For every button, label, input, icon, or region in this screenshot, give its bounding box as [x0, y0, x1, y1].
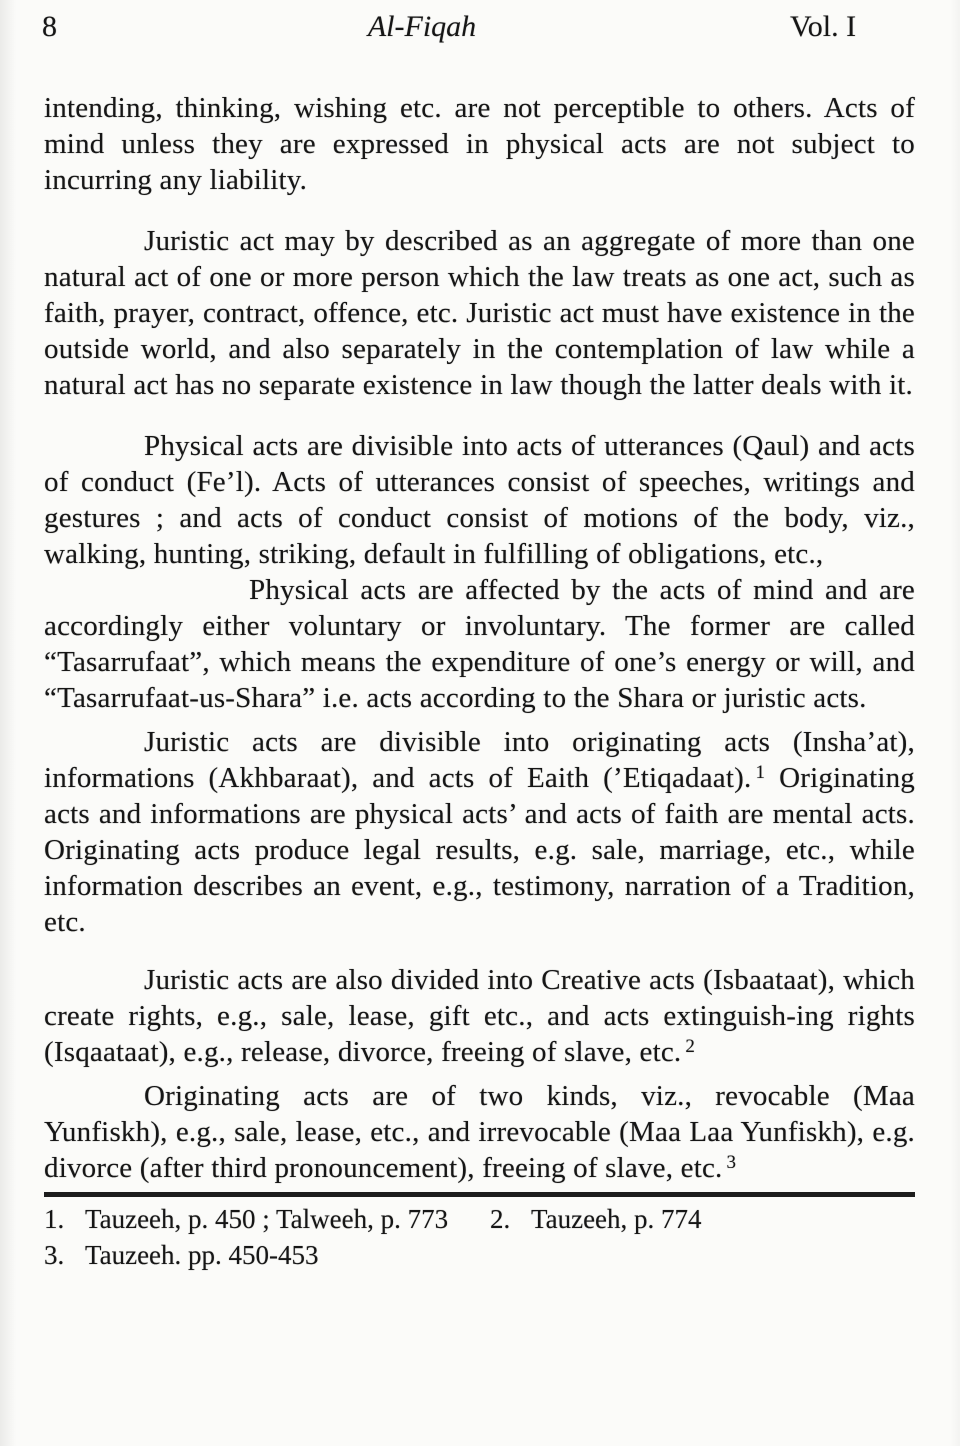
footnote-row [44, 1237, 915, 1273]
running-header [0, 0, 960, 54]
paragraph [44, 223, 915, 403]
footnotes [0, 1197, 960, 1273]
paragraph-text: Juristic act may by described as an aggregate of more than one natural act of one or more person which the law treats as one act, such as faith, prayer, contract, offence, etc. Juristic act must have existence in the outside world, and also separately in the contemplation of law while a natural act has no separate existence in law though the latter deals with it. [44, 225, 915, 401]
paragraph [44, 962, 915, 1070]
footnote-reference: 2 [685, 1036, 696, 1057]
footnote-reference: 3 [726, 1152, 737, 1173]
paragraph-text: Originating acts are of two kinds, viz., revocable (Maa Yunfiskh), e.g., sale, lease, etc., and irrevocable (Maa Laa Yunfiskh), e.g. divorce (after third pronouncement), freeing of slave, etc. [44, 1080, 915, 1184]
paragraph-text: Physical acts are affected by the acts of mind and are accordingly either voluntary or involuntary. The former are called “Tasarrufaat”, which means the expenditure of one’s energy or will, and “Tasarrufaat-us-Shara” i.e. acts according to the Shara or juristic acts. [44, 574, 915, 714]
footnote-number: 3. [44, 1240, 65, 1270]
footnote-reference: 1 [755, 762, 766, 783]
footnote-text: Tauzeeh, p. 450 ; Talweeh, p. 773 [85, 1204, 449, 1234]
footnote-item [44, 1201, 490, 1237]
footnote-number: 1. [44, 1204, 65, 1234]
footnote-item [44, 1237, 490, 1273]
footnote-text: Tauzeeh, p. 774 [531, 1204, 702, 1234]
paragraph-text: Juristic acts are divisible into originating acts (Insha’at), informations (Akhbaraat), and acts of Eaith (’Etiqadaat). [44, 726, 915, 794]
footnote-text: Tauzeeh. pp. 450-453 [85, 1240, 319, 1270]
paragraph-text: intending, thinking, wishing etc. are not perceptible to others. Acts of mind unless they are expressed in physical acts are not subject to incurring any liability. [44, 92, 915, 196]
paragraph [44, 572, 915, 716]
footnote-item [490, 1201, 702, 1237]
volume-label: Vol. I [790, 10, 857, 43]
paragraph-text: Juristic acts are also divided into Creative acts (Isbaataat), which create rights, e.g., sale, lease, gift etc., and acts extinguish-ing rights (Isqaataat), e.g., release, divorce, freeing of slave, etc. [44, 964, 915, 1068]
footnote-row [44, 1201, 915, 1237]
page-number: 8 [42, 10, 57, 43]
paragraph [44, 428, 915, 572]
page-body [0, 90, 960, 1186]
paragraph-text: Originating acts and informations are physical acts’ and acts of faith are mental acts. Originating acts produce legal results, e.g. sale, marriage, etc., while information describes an event, e.g., testimony, narration of a Tradition, etc. [44, 762, 915, 938]
paragraph [44, 90, 915, 198]
paragraph [44, 724, 915, 940]
paragraph-text: Physical acts are divisible into acts of utterances (Qaul) and acts of conduct (Fe’l). Acts of utterances consist of speeches, writings and gestures ; and acts of conduct consist of motions of the body, viz., walking, hunting, striking, default in fulfilling of obligations, etc., [44, 430, 915, 570]
paragraph [44, 1078, 915, 1186]
footnote-number: 2. [490, 1204, 511, 1234]
book-title: Al-Fiqah [367, 10, 477, 43]
